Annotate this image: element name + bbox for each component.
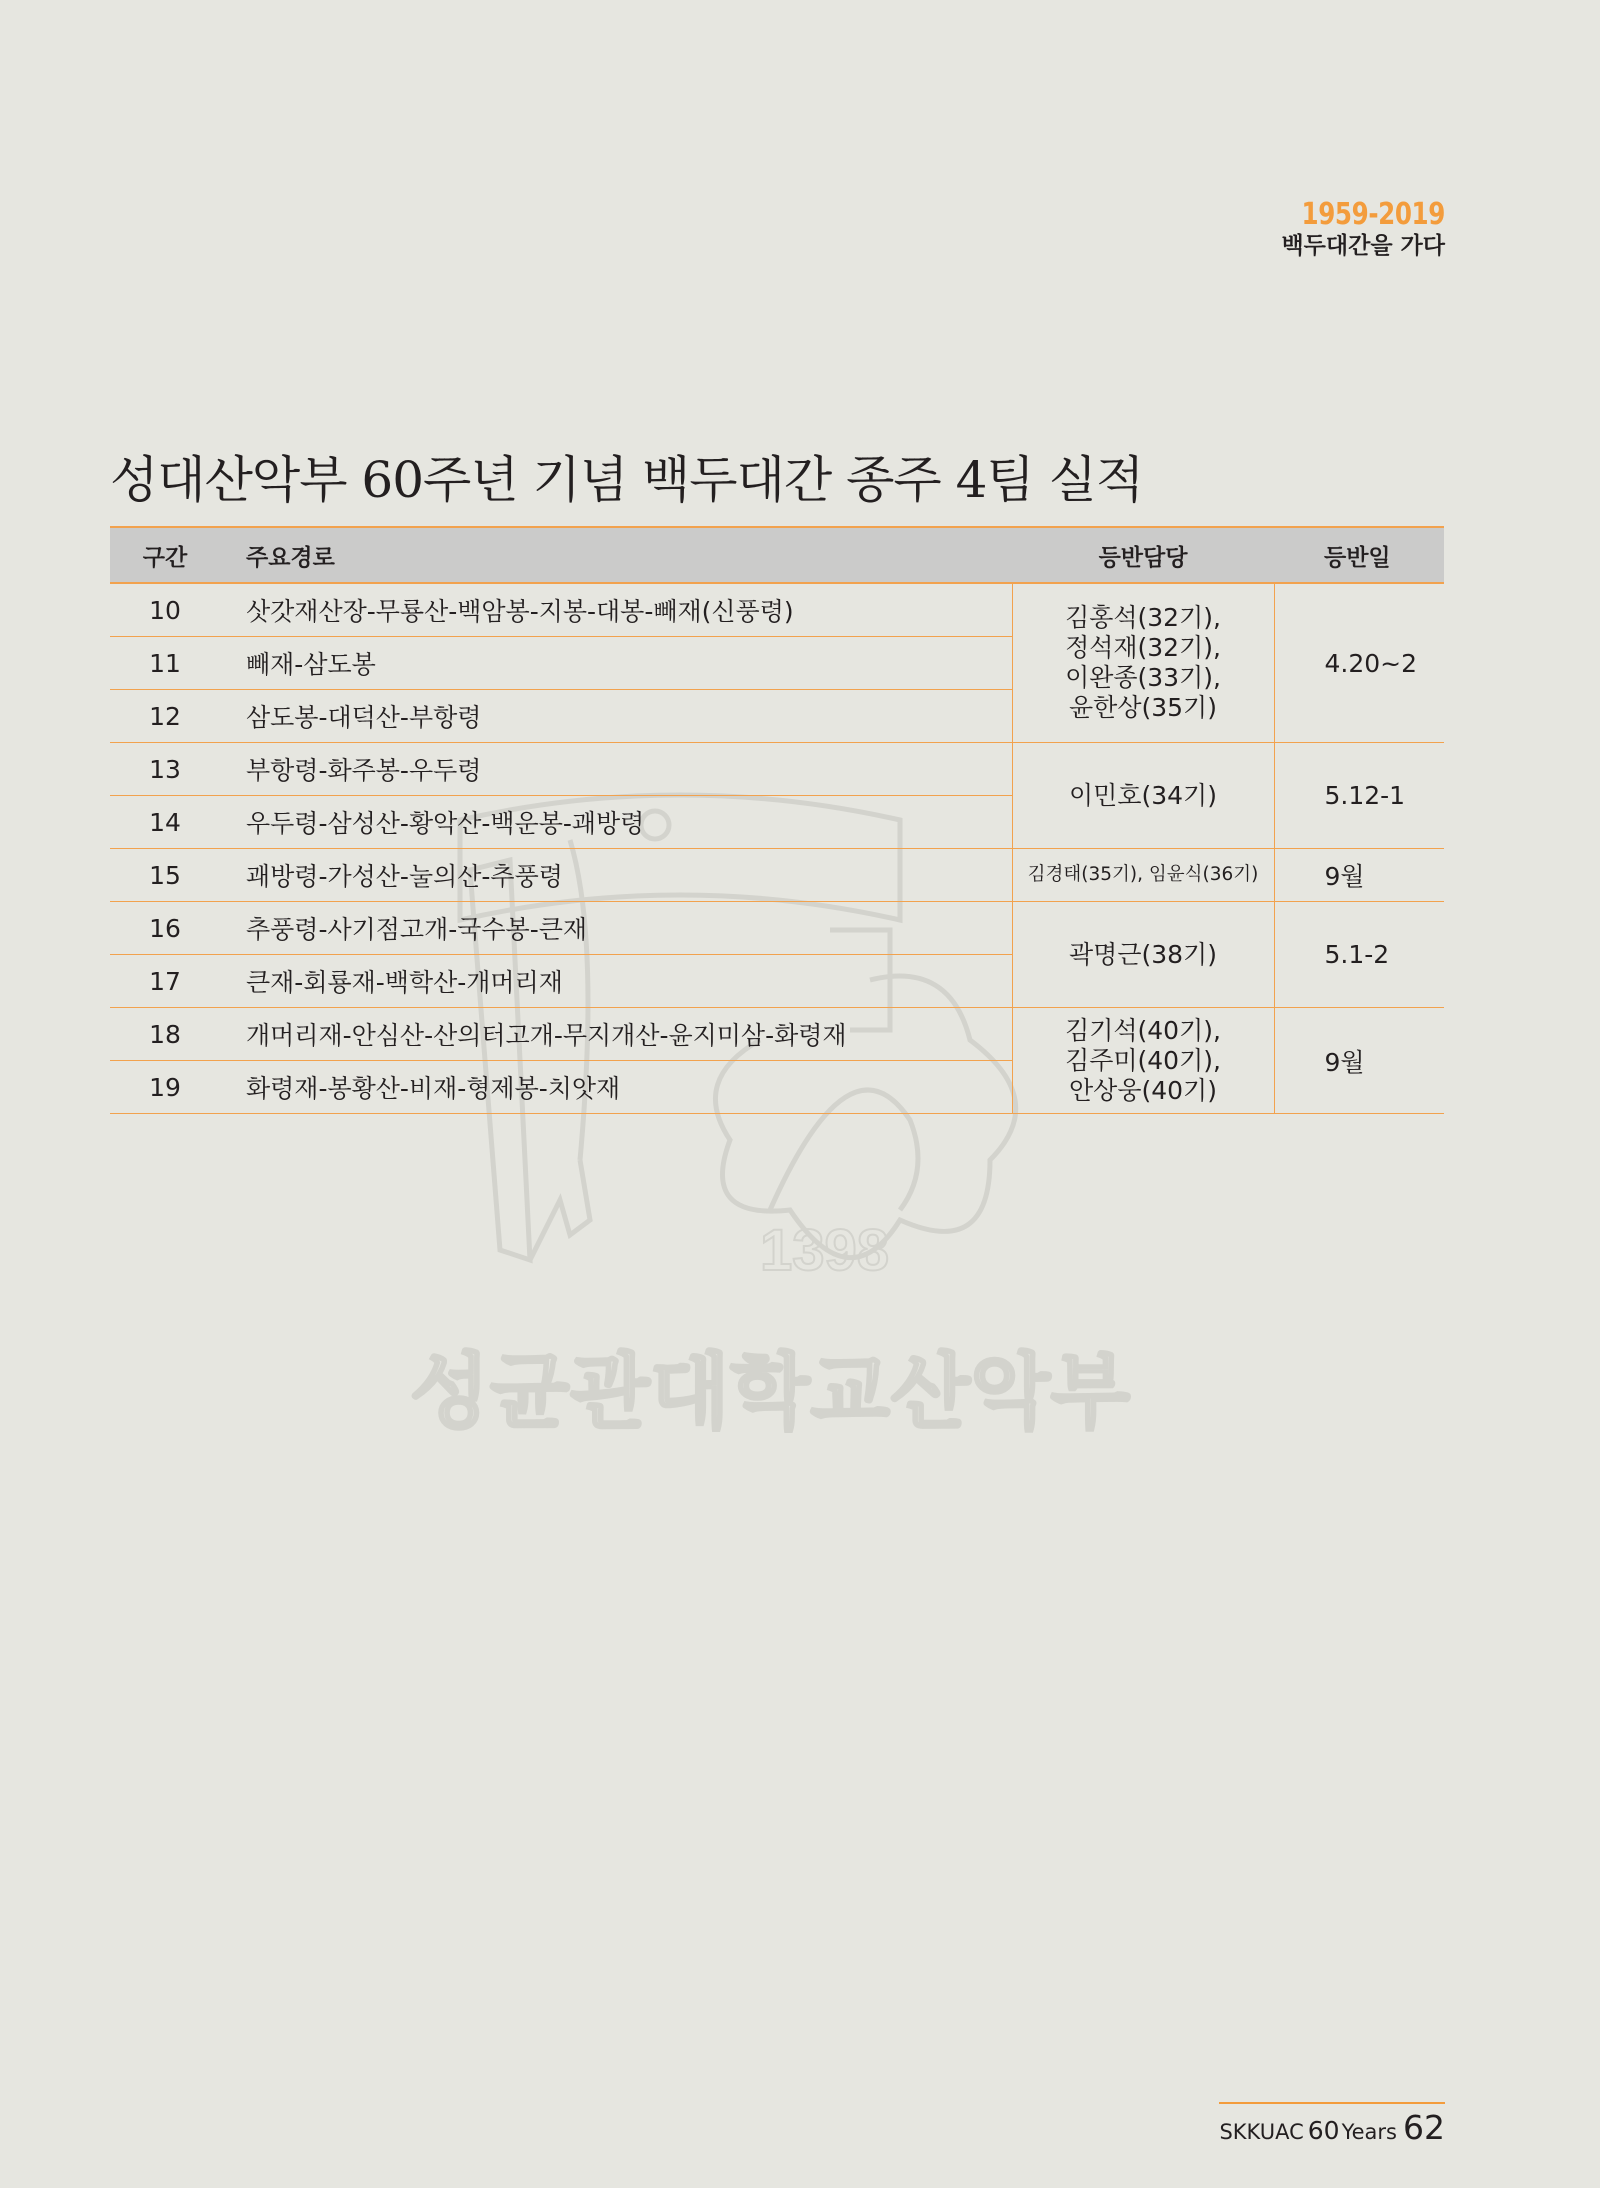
- member-name: 곽명근(38기): [1069, 939, 1217, 969]
- date-cell: 9월: [1274, 1008, 1444, 1114]
- watermark-number: 1398: [760, 1218, 890, 1283]
- section-cell: 19: [110, 1061, 220, 1114]
- members-cell: [1012, 902, 1274, 1008]
- member-name: 이민호(34기): [1069, 780, 1217, 810]
- route-cell: 우두령-삼성산-황악산-백운봉-괘방령: [220, 796, 1012, 849]
- section-cell: 15: [110, 849, 220, 902]
- members-cell: [1012, 583, 1274, 743]
- member-name: 안상웅(40기): [1069, 1075, 1217, 1105]
- date-cell: 9월: [1274, 849, 1444, 902]
- table-row: [110, 1008, 1444, 1061]
- header-route: 주요경로: [220, 527, 1012, 583]
- table-header-row: [110, 527, 1444, 583]
- table-row: [110, 743, 1444, 796]
- member-name: 김주미(40기),: [1065, 1045, 1221, 1075]
- page-number: 62: [1403, 2108, 1445, 2147]
- route-cell: 화령재-봉황산-비재-형제봉-치앗재: [220, 1061, 1012, 1114]
- header-subtitle: 백두대간을 가다: [1281, 233, 1445, 259]
- members-cell: [1012, 1008, 1274, 1114]
- route-cell: 큰재-회룡재-백학산-개머리재: [220, 955, 1012, 1008]
- header-date: 등반일: [1274, 527, 1444, 583]
- results-table: [110, 526, 1444, 1114]
- members-cell: [1012, 743, 1274, 849]
- table-row: [110, 849, 1444, 902]
- date-cell: 5.12-1: [1274, 743, 1444, 849]
- member-name: 윤한상(35기): [1069, 693, 1217, 722]
- footer-brand: SKKUAC: [1219, 2120, 1304, 2144]
- route-cell: 부항령-화주봉-우두령: [220, 743, 1012, 796]
- members-cell: [1012, 849, 1274, 902]
- section-cell: 12: [110, 690, 220, 743]
- watermark-text: 성균관대학교산악부: [410, 1345, 1130, 1440]
- route-cell: 빼재-삼도봉: [220, 637, 1012, 690]
- member-name: 김홍석(32기),: [1065, 603, 1221, 632]
- member-name: 이완종(33기),: [1065, 663, 1221, 692]
- date-cell: 5.1-2: [1274, 902, 1444, 1008]
- footer-years-number: 60: [1307, 2116, 1340, 2145]
- table-row: [110, 583, 1444, 637]
- date-cell: 4.20~2: [1274, 583, 1444, 743]
- footer-years-word: Years: [1341, 2120, 1397, 2144]
- member-name: 김경태(35기), 임윤식(36기): [1027, 864, 1259, 885]
- section-cell: 16: [110, 902, 220, 955]
- section-cell: 13: [110, 743, 220, 796]
- header-section: 구간: [110, 527, 220, 583]
- route-cell: 삿갓재산장-무룡산-백암봉-지봉-대봉-빼재(신풍령): [220, 583, 1012, 637]
- member-name: 정석재(32기),: [1065, 633, 1221, 662]
- page-title: 성대산악부 60주년 기념 백두대간 종주 4팀 실적: [110, 451, 1144, 509]
- section-cell: 18: [110, 1008, 220, 1061]
- page-footer: [1219, 2102, 1445, 2147]
- table-row: [110, 902, 1444, 955]
- header-members: 등반담당: [1012, 527, 1274, 583]
- section-cell: 11: [110, 637, 220, 690]
- route-cell: 삼도봉-대덕산-부항령: [220, 690, 1012, 743]
- header-years: 1959-2019: [1301, 197, 1445, 232]
- member-name: 김기석(40기),: [1065, 1015, 1221, 1045]
- section-cell: 10: [110, 583, 220, 637]
- route-cell: 개머리재-안심산-산의터고개-무지개산-윤지미삼-화령재: [220, 1008, 1012, 1061]
- route-cell: 괘방령-가성산-눌의산-추풍령: [220, 849, 1012, 902]
- section-cell: 17: [110, 955, 220, 1008]
- route-cell: 추풍령-사기점고개-국수봉-큰재: [220, 902, 1012, 955]
- header-block: [1270, 198, 1445, 260]
- section-cell: 14: [110, 796, 220, 849]
